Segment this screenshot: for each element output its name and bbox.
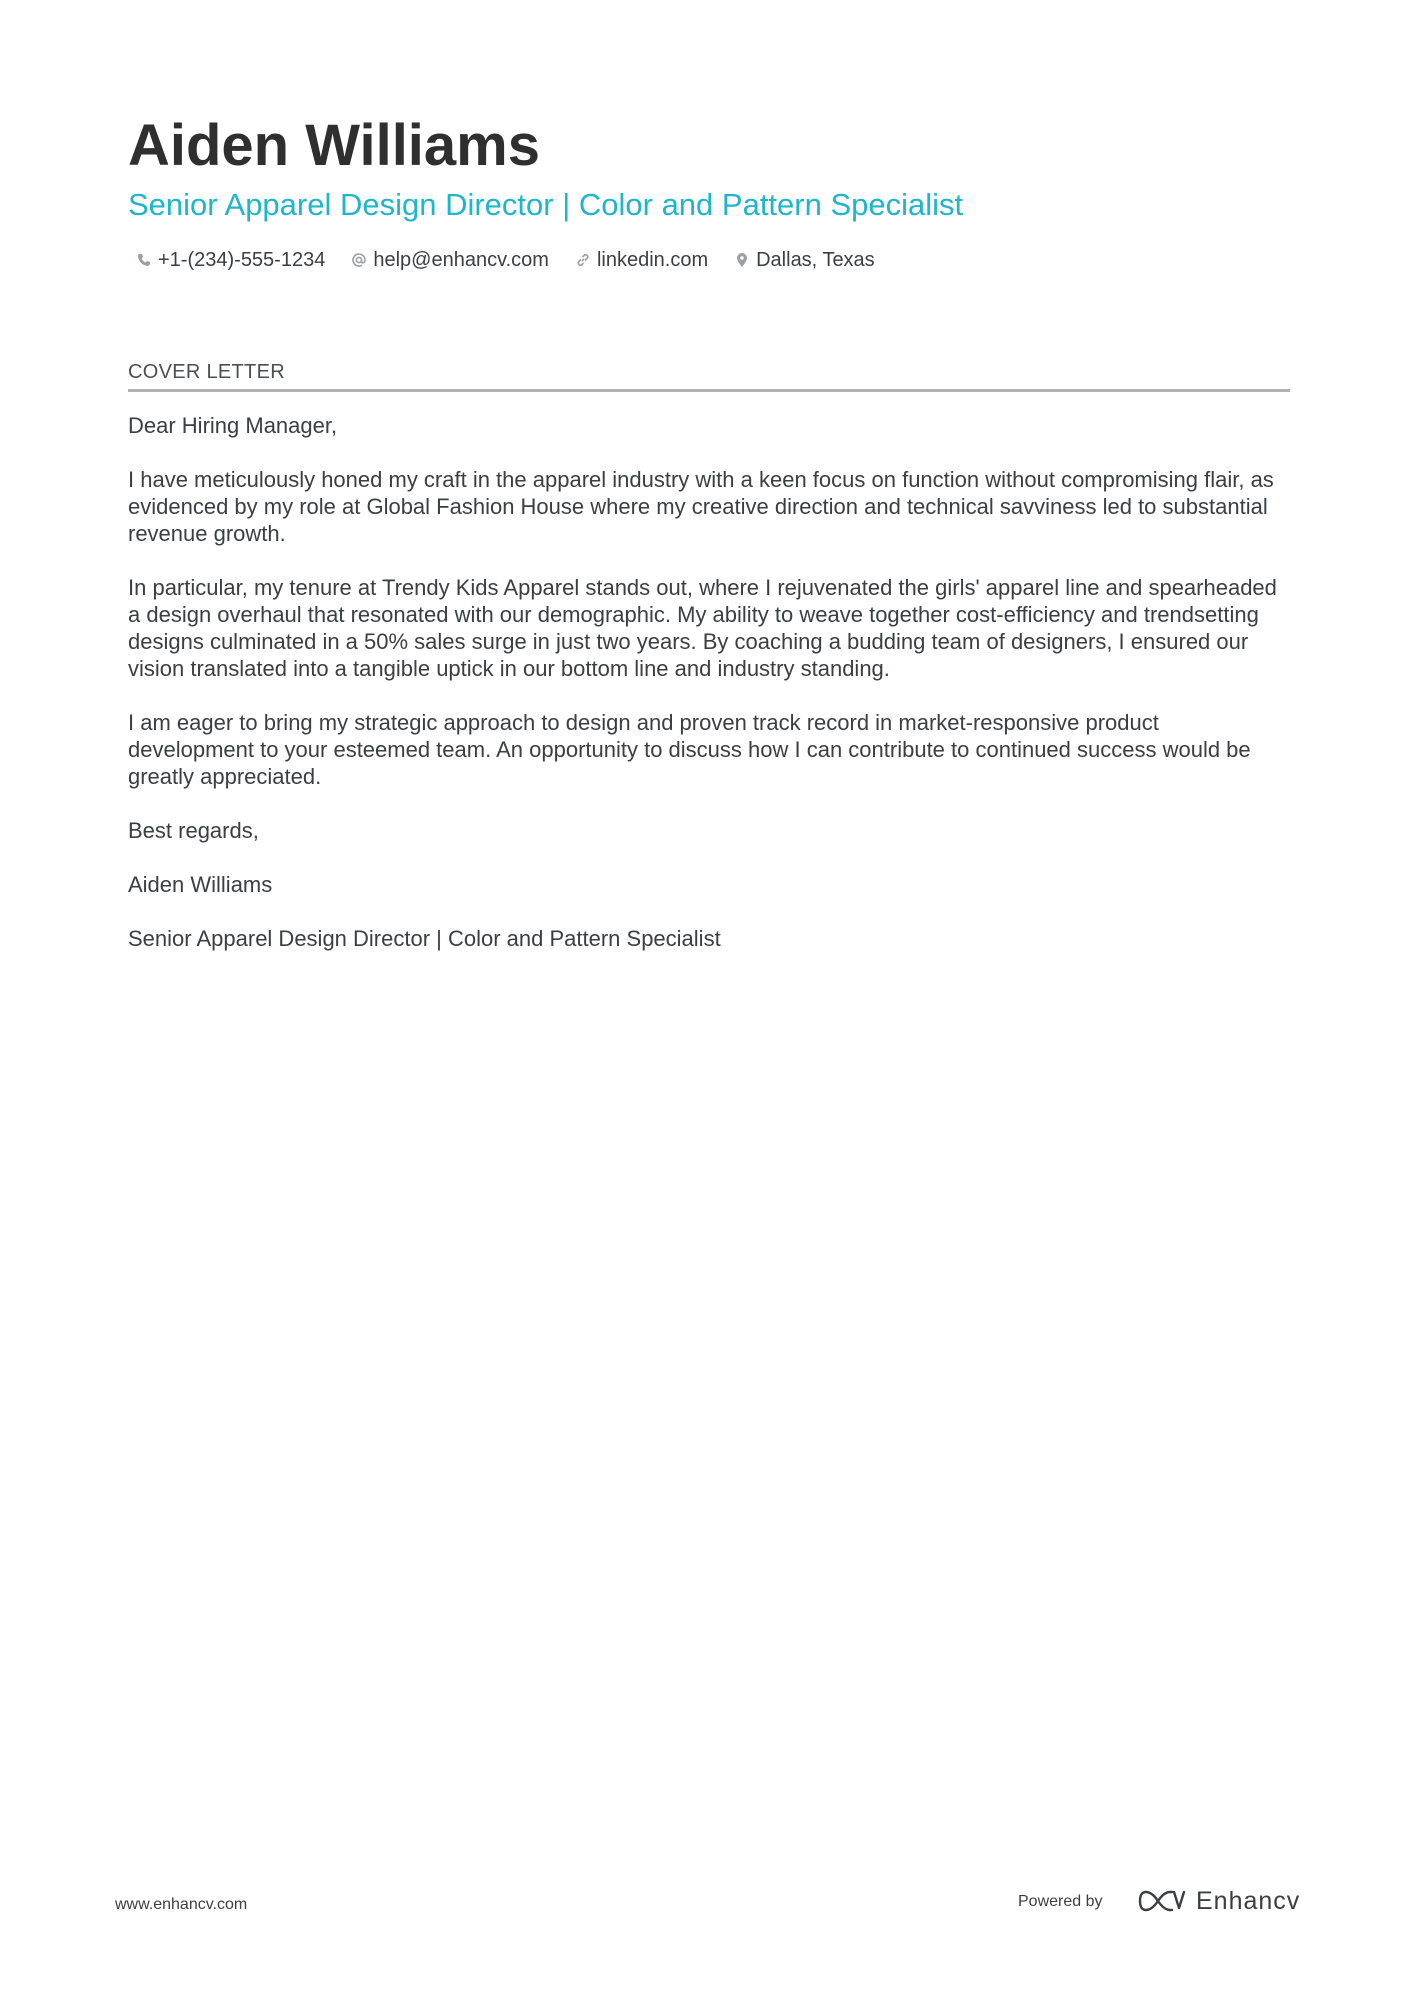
location-pin-icon xyxy=(734,252,750,268)
section-title: COVER LETTER xyxy=(128,360,1290,392)
contact-email xyxy=(351,249,549,272)
phone-text: +1-(234)-555-1234 xyxy=(158,248,326,271)
candidate-headline: Senior Apparel Design Director | Color and Pattern Specialist xyxy=(128,187,964,222)
letter-paragraph: I have meticulously honed my craft in the apparel industry with a keen focus on function without compromising flair, as evidenced by my role at Global Fashion House where my creative direction and technical savviness led to substantial revenue growth. xyxy=(128,467,1274,546)
contact-location xyxy=(734,249,875,272)
footer-url[interactable]: www.enhancv.com xyxy=(115,1896,248,1913)
brand-name: Enhancv xyxy=(1196,1886,1301,1915)
at-icon xyxy=(351,252,367,268)
link-icon xyxy=(575,252,591,268)
contact-bar xyxy=(136,246,901,274)
candidate-name: Aiden Williams xyxy=(128,113,541,178)
signature-name: Aiden Williams xyxy=(128,872,273,897)
contact-link xyxy=(575,249,708,272)
letter-paragraph: I am eager to bring my strategic approach to design and proven track record in market-responsive product development to your esteemed team. An opportunity to discuss how I can contribute to continued success would be greatly appreciated. xyxy=(128,710,1251,789)
link-text[interactable]: linkedin.com xyxy=(596,248,709,271)
letter-greeting: Dear Hiring Manager, xyxy=(128,413,338,438)
letter-paragraph: In particular, my tenure at Trendy Kids Apparel stands out, where I rejuvenated the girls' apparel line and spearheaded a design overhaul that resonated with our demographic. My ability to weave together cost-efficiency and trendsetting designs culminated in a 50% sales surge in just two years. By coaching a budding team of designers, I ensured our vision translated into a tangible uptick in our bottom line and industry standing. xyxy=(128,575,1277,681)
powered-by-label: Powered by xyxy=(1018,1893,1103,1910)
email-text[interactable]: help@enhancv.com xyxy=(373,248,549,271)
letter-closing: Best regards, xyxy=(128,818,259,843)
phone-icon xyxy=(136,252,152,268)
brand-logo[interactable] xyxy=(1138,1881,1300,1921)
enhancv-logo-icon xyxy=(1138,1888,1186,1914)
contact-phone xyxy=(136,249,325,272)
location-text: Dallas, Texas xyxy=(756,248,875,271)
signature-title: Senior Apparel Design Director | Color and Pattern Specialist xyxy=(128,926,721,951)
letter-body xyxy=(128,412,1290,979)
